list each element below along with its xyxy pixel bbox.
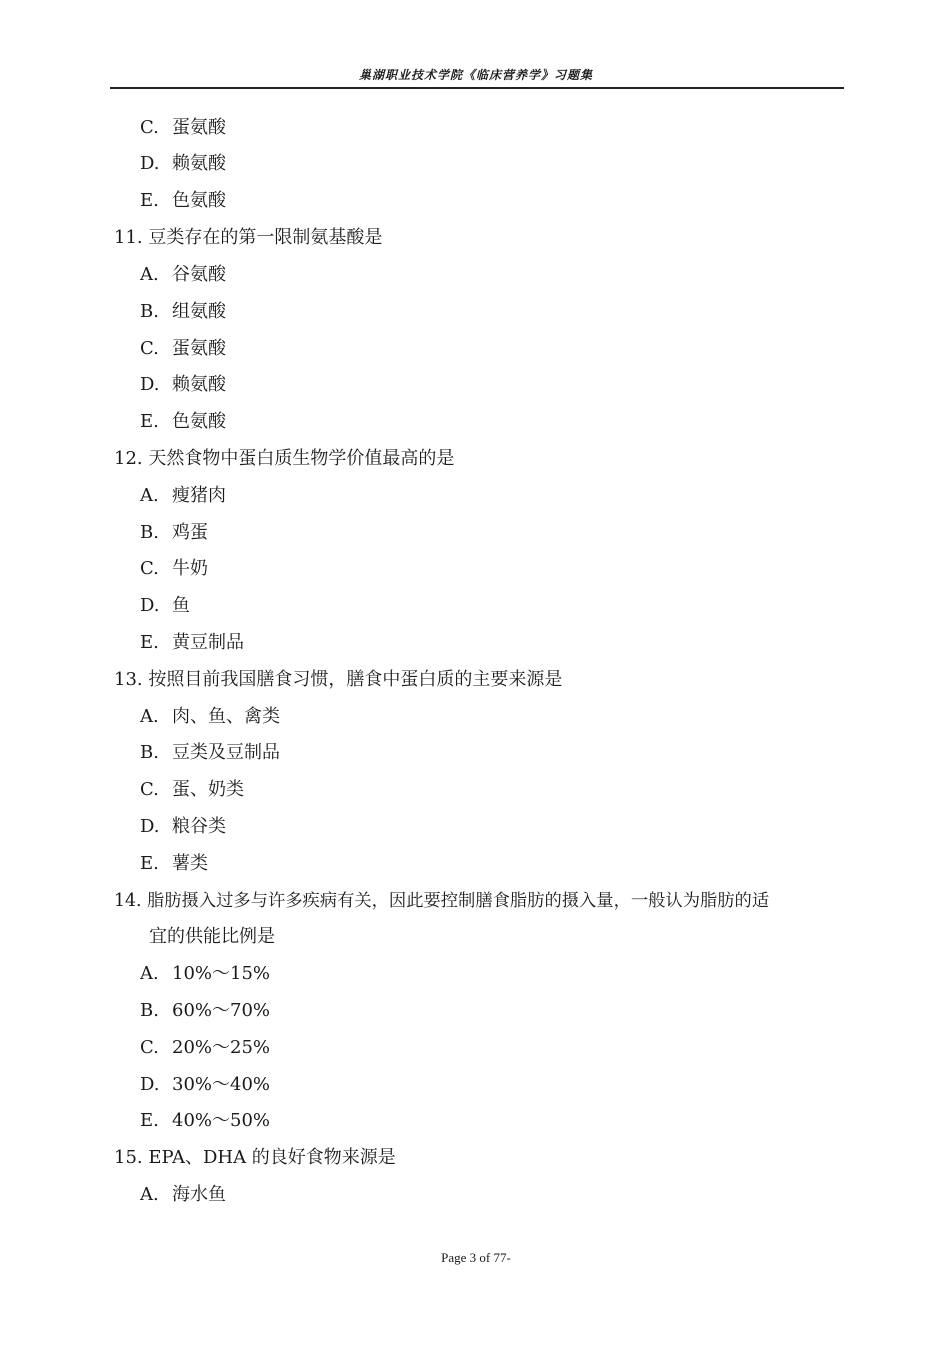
option bbox=[140, 741, 280, 765]
option-letter: D. bbox=[140, 1074, 160, 1095]
option-text: 组氨酸 bbox=[172, 301, 226, 322]
option-text: 赖氨酸 bbox=[172, 374, 226, 395]
option bbox=[140, 373, 226, 397]
option-letter: E. bbox=[140, 411, 159, 432]
option bbox=[140, 778, 244, 802]
option-text: 薯类 bbox=[172, 853, 208, 874]
option-text: 60%～70% bbox=[172, 1000, 271, 1021]
option bbox=[140, 1073, 270, 1097]
option-text: 肉、鱼、禽类 bbox=[172, 706, 280, 727]
option-text: 色氨酸 bbox=[172, 411, 226, 432]
option bbox=[140, 189, 226, 213]
option-text: 豆类及豆制品 bbox=[172, 742, 280, 763]
option-text: 40%～50% bbox=[172, 1110, 271, 1131]
option-letter: E. bbox=[140, 1110, 159, 1131]
option-text: 粮谷类 bbox=[172, 816, 226, 837]
option-letter: A. bbox=[140, 1184, 159, 1205]
option-text: 瘦猪肉 bbox=[172, 485, 226, 506]
header-divider bbox=[110, 87, 844, 89]
option bbox=[140, 263, 226, 287]
option bbox=[140, 1036, 270, 1060]
option-text: 鸡蛋 bbox=[172, 522, 208, 543]
option-letter: A. bbox=[140, 963, 159, 984]
option-text: 鱼 bbox=[172, 595, 190, 616]
option-letter: C. bbox=[140, 338, 159, 359]
option-text: 谷氨酸 bbox=[172, 264, 226, 285]
option-letter: E. bbox=[140, 853, 159, 874]
option bbox=[140, 557, 208, 581]
option-text: 牛奶 bbox=[172, 558, 208, 579]
option bbox=[140, 999, 270, 1023]
option-letter: A. bbox=[140, 485, 159, 506]
option bbox=[140, 705, 280, 729]
option-letter: B. bbox=[140, 522, 159, 543]
option-letter: E. bbox=[140, 190, 159, 211]
option-letter: C. bbox=[140, 779, 159, 800]
question-stem: 15. EPA、DHA 的良好食物来源是 bbox=[114, 1147, 396, 1168]
page-header-title: 巢湖职业技术学院《临床营养学》习题集 bbox=[358, 68, 593, 82]
option bbox=[140, 962, 270, 986]
option bbox=[140, 1183, 226, 1207]
option bbox=[140, 152, 226, 176]
option-text: 蛋、奶类 bbox=[172, 779, 244, 800]
option-letter: D. bbox=[140, 374, 160, 395]
option-text: 20%～25% bbox=[172, 1037, 271, 1058]
option bbox=[140, 410, 226, 434]
option-text: 海水鱼 bbox=[172, 1184, 226, 1205]
option bbox=[140, 300, 226, 324]
option bbox=[140, 116, 226, 140]
option-letter: D. bbox=[140, 595, 160, 616]
question-stem: 12. 天然食物中蛋白质生物学价值最高的是 bbox=[114, 448, 455, 469]
option-text: 黄豆制品 bbox=[172, 632, 244, 653]
option-letter: B. bbox=[140, 742, 159, 763]
option-text: 赖氨酸 bbox=[172, 153, 226, 174]
option-text: 色氨酸 bbox=[172, 190, 226, 211]
question-stem-continuation: 宜的供能比例是 bbox=[149, 926, 275, 947]
page-number: Page 3 of 77- bbox=[441, 1250, 511, 1265]
option-letter: C. bbox=[140, 1037, 159, 1058]
question-stem: 13. 按照目前我国膳食习惯，膳食中蛋白质的主要来源是 bbox=[114, 669, 563, 690]
option-letter: B. bbox=[140, 301, 159, 322]
option-letter: C. bbox=[140, 117, 159, 138]
option-text: 蛋氨酸 bbox=[172, 117, 226, 138]
option-letter: E. bbox=[140, 632, 159, 653]
option bbox=[140, 1109, 270, 1133]
option-letter: C. bbox=[140, 558, 159, 579]
option-text: 10%～15% bbox=[172, 963, 271, 984]
option bbox=[140, 852, 208, 876]
option-letter: A. bbox=[140, 706, 159, 727]
option-text: 蛋氨酸 bbox=[172, 338, 226, 359]
option bbox=[140, 594, 190, 618]
option bbox=[140, 521, 208, 545]
option bbox=[140, 815, 226, 839]
option-letter: D. bbox=[140, 153, 160, 174]
option bbox=[140, 631, 244, 655]
option bbox=[140, 484, 226, 508]
question-stem: 14. 脂肪摄入过多与许多疾病有关，因此要控制膳食脂肪的摄入量，一般认为脂肪的适 bbox=[114, 891, 770, 911]
question-stem: 11. 豆类存在的第一限制氨基酸是 bbox=[114, 227, 383, 248]
option-letter: D. bbox=[140, 816, 160, 837]
option bbox=[140, 337, 226, 361]
option-text: 30%～40% bbox=[172, 1074, 271, 1095]
option-letter: B. bbox=[140, 1000, 159, 1021]
option-letter: A. bbox=[140, 264, 159, 285]
page-footer bbox=[0, 1250, 952, 1266]
